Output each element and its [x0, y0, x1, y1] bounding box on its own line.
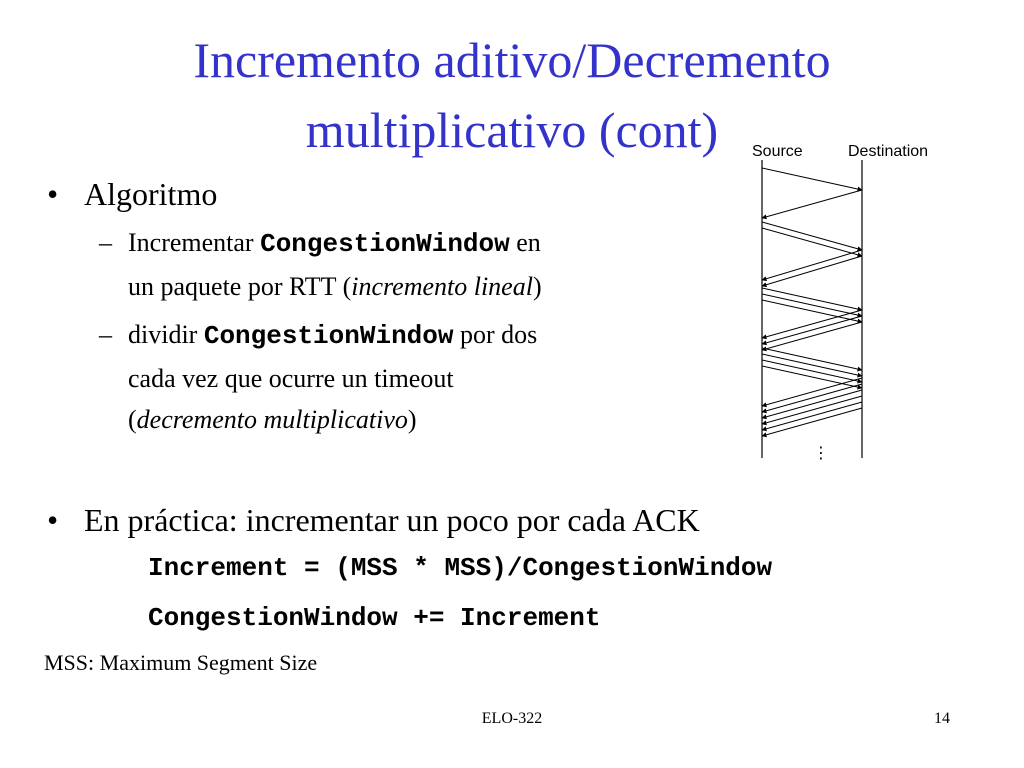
slide-title-line-2: multiplicativo (cont)	[305, 102, 719, 158]
bullet-dot-icon: •	[47, 176, 59, 212]
bullet-algoritmo-text: Algoritmo	[84, 176, 218, 212]
message-arrow	[762, 402, 862, 430]
sub-bullet-1-line-1	[99, 228, 541, 259]
slide-title-line-1: Incremento aditivo/Decremento	[193, 32, 831, 88]
message-arrow	[762, 408, 862, 436]
message-arrow	[762, 168, 862, 190]
message-arrow	[762, 390, 862, 418]
destination-label: Destination	[848, 143, 929, 160]
footer-page-number: 14	[934, 710, 950, 727]
message-arrow	[762, 360, 862, 382]
sub-bullet-2-line-3	[128, 405, 417, 435]
sub-bullet-2-prefix: dividir	[128, 320, 204, 349]
message-arrow	[762, 190, 862, 218]
sub-bullet-1-line-2-prefix: un paquete por RTT (	[128, 272, 352, 301]
message-arrow	[762, 354, 862, 376]
message-arrow	[762, 310, 862, 338]
sub-bullet-2-italic: decremento multiplicativo	[136, 405, 408, 434]
message-arrow	[762, 256, 862, 286]
source-label: Source	[752, 143, 803, 160]
bullet-practice-text: En práctica: incrementar un poco por cada ACK	[84, 502, 700, 538]
message-arrow	[762, 222, 862, 250]
message-arrow	[762, 228, 862, 256]
message-arrow	[762, 316, 862, 344]
sub-bullet-1-code: CongestionWindow	[260, 229, 510, 259]
sub-bullet-2-suffix: por dos	[453, 320, 538, 349]
sub-bullet-1-suffix: en	[509, 228, 541, 257]
ellipsis-icon: ⋮	[813, 445, 829, 460]
message-arrow	[762, 322, 862, 350]
code-window-update: CongestionWindow += Increment	[148, 603, 601, 633]
footer-course: ELO-322	[481, 710, 543, 727]
bullet-algoritmo	[47, 176, 218, 212]
sub-bullet-1-line-2	[128, 272, 542, 302]
mss-note: MSS: Maximum Segment Size	[44, 650, 318, 675]
dash-icon: –	[99, 228, 112, 257]
sub-bullet-1-prefix: Incrementar	[128, 228, 261, 257]
message-arrow	[762, 366, 862, 388]
bullet-practice	[47, 502, 700, 538]
message-arrow	[762, 300, 862, 322]
message-arrow	[762, 378, 862, 406]
bullet-dot-icon: •	[47, 502, 59, 538]
sub-bullet-1-line-2-suffix: )	[532, 272, 542, 301]
sub-bullet-2-line-1	[99, 320, 538, 351]
message-arrow	[762, 288, 862, 310]
sub-bullet-1-italic: incremento lineal	[351, 272, 533, 301]
sub-bullet-2-line-3-suffix: )	[407, 405, 417, 434]
sub-bullet-2-line-3-prefix: (	[128, 405, 137, 434]
message-arrow	[762, 250, 862, 280]
sub-bullet-2-code: CongestionWindow	[203, 321, 454, 351]
code-increment-formula: Increment = (MSS * MSS)/CongestionWindow	[148, 553, 773, 583]
dash-icon: –	[99, 320, 112, 349]
message-arrow	[762, 348, 862, 370]
message-arrow	[762, 294, 862, 316]
message-arrow	[762, 384, 862, 412]
sub-bullet-2-line-2: cada vez que ocurre un timeout	[128, 364, 454, 393]
message-arrow	[762, 396, 862, 424]
message-arrows	[762, 168, 862, 436]
timing-diagram	[740, 138, 970, 460]
